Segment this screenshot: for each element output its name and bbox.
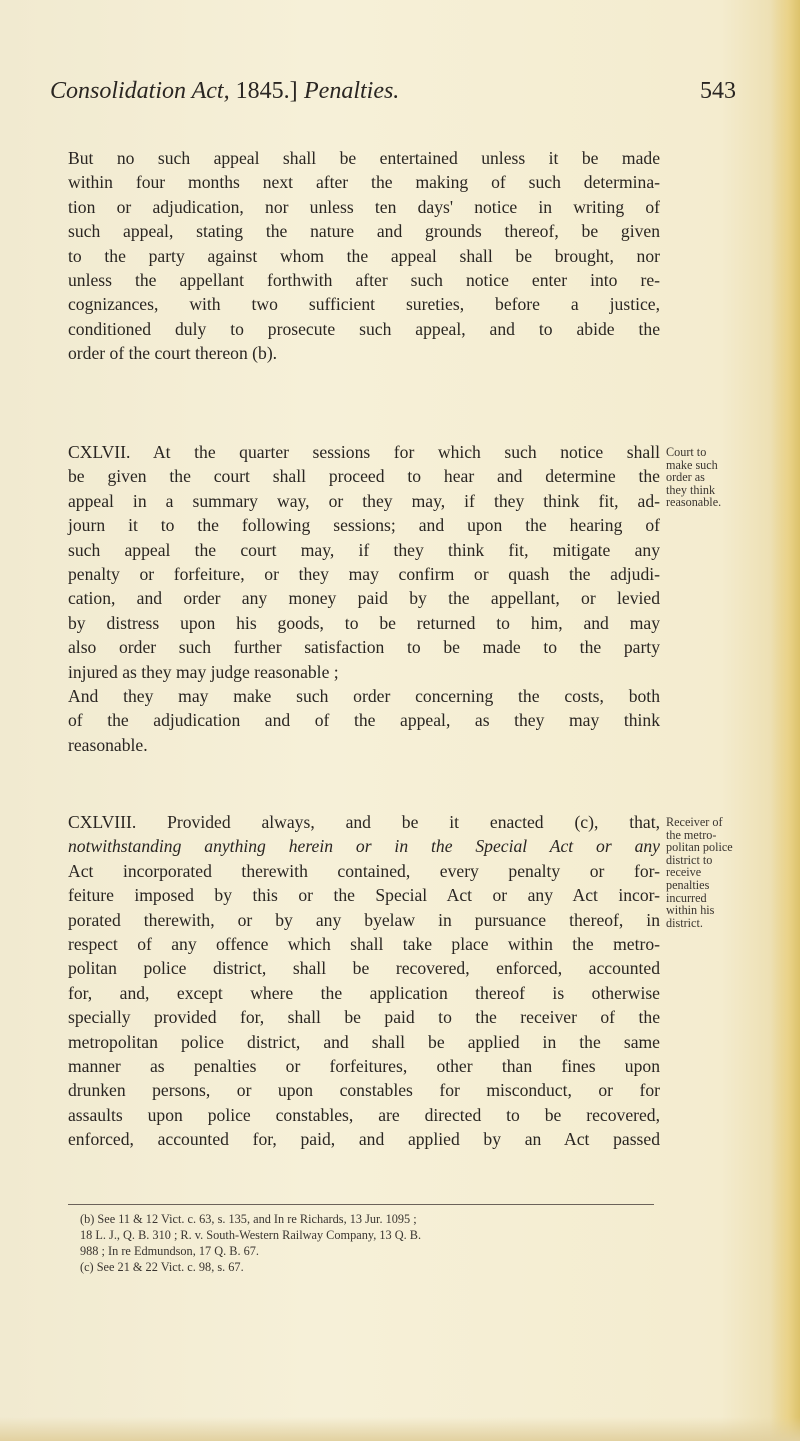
- text-line: porated therewith, or by any byelaw in pursuance thereof, in: [68, 909, 660, 930]
- margin-note-line: receive: [666, 865, 702, 880]
- margin-note-line: they think: [666, 482, 716, 497]
- text-line: unless the appellant forthwith after such notice enter into re-: [68, 270, 660, 291]
- text-line: manner as penalties or forfeitures, other than fines upon: [68, 1056, 660, 1077]
- running-head: [50, 78, 736, 112]
- footnote-line: 988 ; In re Edmundson, 17 Q. B. 67.: [80, 1244, 259, 1258]
- running-head-left: [50, 78, 298, 105]
- margin-note-line: district to: [666, 852, 713, 867]
- text-line: politan police district, shall be recovered, enforced, accounted: [68, 958, 660, 979]
- text-line: penalty or forfeiture, or they may confirm or quash the adjudi-: [68, 564, 660, 585]
- paragraph-appeal-conditions: [68, 146, 660, 366]
- text-line: also order such further satisfaction to be made to the party: [68, 637, 660, 658]
- margin-note-court-order: [666, 446, 776, 509]
- margin-note-line: Court to: [666, 445, 707, 459]
- margin-note-line: the metro-: [666, 827, 717, 842]
- text-line: to the party against whom the appeal shall be brought, nor: [68, 245, 660, 266]
- margin-note-line: district.: [666, 915, 703, 930]
- margin-note-line: penalties: [666, 877, 710, 892]
- text-line: notwithstanding anything herein or in the Special Act or any: [68, 836, 660, 857]
- text-line: cation, and order any money paid by the appellant, or levied: [68, 588, 660, 609]
- running-head-title: Consolidation Act,: [50, 78, 230, 104]
- footnote-rule: [68, 1204, 654, 1205]
- page-edge-shading: [770, 0, 800, 1441]
- margin-note-line: make such: [666, 457, 718, 472]
- margin-note-line: reasonable.: [666, 495, 722, 510]
- footnotes: [80, 1211, 670, 1275]
- margin-note-line: politan police: [666, 840, 733, 855]
- text-line: CXLVIII. Provided always, and be it enacted (c), that,: [68, 812, 660, 832]
- footnote-line: 18 L. J., Q. B. 310 ; R. v. South-Western Railway Company, 13 Q. B.: [80, 1228, 422, 1242]
- text-line: appeal in a summary way, or they may, if they think fit, ad-: [68, 490, 660, 511]
- margin-note-line: incurred: [666, 890, 707, 905]
- text-line: assaults upon police constables, are directed to be recovered,: [68, 1104, 660, 1125]
- text-line: such appeal the court may, if they think fit, mitigate any: [68, 539, 660, 560]
- margin-note-line: order as: [666, 470, 705, 485]
- text-line: within four months next after the making of such determina-: [68, 172, 660, 193]
- text-line: feiture imposed by this or the Special Act or any Act incor-: [68, 885, 660, 906]
- text-line: drunken persons, or upon constables for misconduct, or for: [68, 1080, 660, 1101]
- text-line: enforced, accounted for, paid, and applied by an Act passed: [68, 1129, 660, 1150]
- margin-note-line: within his: [666, 903, 715, 918]
- running-head-section: Penalties.: [304, 78, 400, 104]
- text-line: respect of any offence which shall take place within the metro-: [68, 934, 660, 955]
- paragraph-section-cxlvii: [68, 440, 660, 757]
- text-line: reasonable.: [68, 734, 148, 755]
- text-line: specially provided for, shall be paid to the receiver of the: [68, 1007, 660, 1028]
- footnote-line: (c) See 21 & 22 Vict. c. 98, s. 67.: [80, 1260, 244, 1274]
- text-line: CXLVII. At the quarter sessions for which such notice shall: [68, 442, 660, 462]
- footnote-line: (b) See 11 & 12 Vict. c. 63, s. 135, and In re Richards, 13 Jur. 1095 ;: [80, 1212, 417, 1226]
- margin-note-line: Receiver of: [666, 815, 723, 829]
- text-line: journ it to the following sessions; and upon the hearing of: [68, 515, 660, 536]
- text-line: But no such appeal shall be entertained unless it be made: [68, 148, 660, 168]
- paragraph-section-cxlviii: [68, 810, 660, 1152]
- text-line: of the adjudication and of the appeal, as they may think: [68, 710, 660, 731]
- text-line: metropolitan police district, and shall be applied in the same: [68, 1031, 660, 1052]
- text-line: by distress upon his goods, to be returned to him, and may: [68, 612, 660, 633]
- text-line: conditioned duly to prosecute such appeal, and to abide the: [68, 318, 660, 339]
- text-line: cognizances, with two sufficient sureties, before a justice,: [68, 294, 660, 315]
- margin-note-receiver: [666, 816, 776, 929]
- text-line: And they may make such order concerning the costs, both: [68, 686, 660, 707]
- text-line: Act incorporated therewith contained, every penalty or for-: [68, 860, 660, 881]
- text-line: injured as they may judge reasonable ;: [68, 661, 339, 682]
- text-line: such appeal, stating the nature and grounds thereof, be given: [68, 221, 660, 242]
- text-line: be given the court shall proceed to hear and determine the: [68, 466, 660, 487]
- text-line: order of the court thereon (b).: [68, 343, 278, 364]
- text-line: for, and, except where the application thereof is otherwise: [68, 982, 660, 1003]
- text-line: tion or adjudication, nor unless ten days' notice in writing of: [68, 196, 660, 217]
- page-bottom-shading: [0, 1417, 800, 1441]
- page-number: 543: [700, 78, 736, 104]
- running-head-year: 1845.]: [235, 78, 298, 104]
